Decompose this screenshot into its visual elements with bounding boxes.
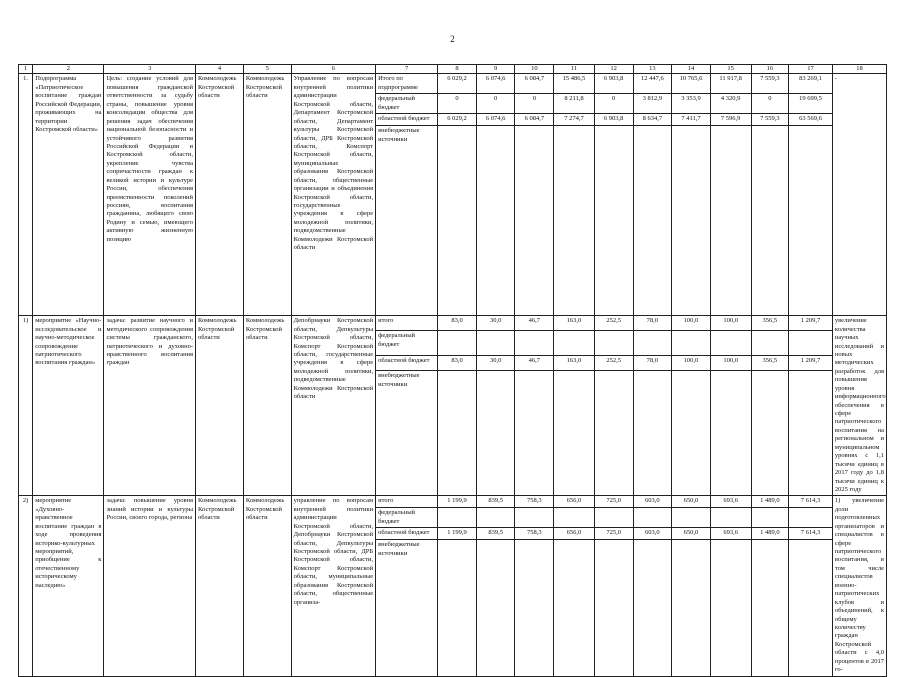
program-table <box>18 64 887 677</box>
column-number: 4 <box>196 65 244 74</box>
table-row <box>19 74 887 94</box>
funding-value: 46,7 <box>515 316 554 331</box>
co-executors: Управление по вопросам внутренней политики администрации Костромской области, Департамент Костромской области, Департамент культуры Костромской области, ДРБ Костромской области, Комспорт Костромской области, муниципальные образования Костромской области, общественные организации и объединения Костромской области, государственные учреждения в сфере молодежной политики, подведомственные Коммолодежи Костромской области <box>291 74 375 316</box>
funding-value: 100,0 <box>672 316 711 331</box>
funding-value <box>554 331 595 356</box>
funding-value <box>554 508 595 528</box>
funding-value: 63 569,6 <box>789 114 833 126</box>
funding-value: 839,5 <box>476 496 515 508</box>
column-number: 16 <box>751 65 789 74</box>
funding-value <box>476 371 515 496</box>
funding-value: 0 <box>476 94 515 114</box>
funding-value <box>594 371 633 496</box>
funding-value: 7 559,3 <box>751 74 789 94</box>
column-number: 11 <box>554 65 595 74</box>
funding-value: 6 084,7 <box>515 74 554 94</box>
funding-value <box>594 508 633 528</box>
funding-value <box>751 371 789 496</box>
funding-value: 356,5 <box>751 356 789 371</box>
funding-source: федеральный бюджет <box>376 94 438 114</box>
row-number: 1) <box>19 316 33 496</box>
funding-value <box>633 508 672 528</box>
column-number: 12 <box>594 65 633 74</box>
funding-value <box>789 508 833 528</box>
funding-value: 650,0 <box>672 528 711 540</box>
funding-value: 1 489,0 <box>751 528 789 540</box>
funding-value: 7 559,3 <box>751 114 789 126</box>
funding-value: 6 074,6 <box>476 114 515 126</box>
funding-value <box>710 371 751 496</box>
column-number: 8 <box>438 65 477 74</box>
expected-result: - <box>832 74 886 316</box>
responsible-executor: Коммолодежь Костромской области <box>196 74 244 316</box>
funding-source: областной бюджет <box>376 356 438 371</box>
funding-value <box>554 371 595 496</box>
funding-value <box>476 540 515 676</box>
funding-value: 6 903,8 <box>594 74 633 94</box>
funding-source: внебюджетные источники <box>376 126 438 316</box>
funding-value: 0 <box>438 94 477 114</box>
funding-value: 725,0 <box>594 496 633 508</box>
funding-value: 8 211,8 <box>554 94 595 114</box>
funding-value: 12 447,6 <box>633 74 672 94</box>
funding-value <box>476 508 515 528</box>
column-numbers-row <box>19 65 887 74</box>
funding-source: областной бюджет <box>376 114 438 126</box>
funding-value <box>554 540 595 676</box>
funding-value: 100,0 <box>710 356 751 371</box>
funding-value: 100,0 <box>710 316 751 331</box>
funding-source: итого <box>376 316 438 331</box>
column-number: 14 <box>672 65 711 74</box>
column-number: 10 <box>515 65 554 74</box>
funding-value: 4 320,9 <box>710 94 751 114</box>
funding-value <box>515 508 554 528</box>
funding-value <box>710 508 751 528</box>
funding-value: 839,5 <box>476 528 515 540</box>
funding-value: 163,0 <box>554 356 595 371</box>
funding-value <box>438 331 477 356</box>
funding-value: 1 209,7 <box>789 316 833 331</box>
funding-value <box>789 126 833 316</box>
column-number: 17 <box>789 65 833 74</box>
funding-value <box>672 126 711 316</box>
funding-value: 1 199,9 <box>438 496 477 508</box>
funding-value: 83 269,1 <box>789 74 833 94</box>
funding-value: 11 917,8 <box>710 74 751 94</box>
expected-result: увеличение количества научных исследований и новых методических разработок для повышения уровня информационного обеспечения в сфере патриотического воспитания на региональном и муниципальном уровнях с 1,1 тысячи единиц в 2017 году до 1,8 тысячи единиц к 2025 году <box>832 316 886 496</box>
funding-value: 0 <box>515 94 554 114</box>
funding-value: 758,3 <box>515 528 554 540</box>
funding-source: итого <box>376 496 438 508</box>
funding-value: 78,0 <box>633 356 672 371</box>
funding-value: 30,0 <box>476 316 515 331</box>
coordinator: Коммолодежь Костромской области <box>243 74 291 316</box>
funding-value <box>438 508 477 528</box>
funding-value: 7 614,3 <box>789 528 833 540</box>
funding-value: 100,0 <box>672 356 711 371</box>
funding-value: 0 <box>594 94 633 114</box>
funding-source: внебюджетные источники <box>376 371 438 496</box>
funding-value: 7 274,7 <box>554 114 595 126</box>
funding-source: внебюджетные источники <box>376 540 438 676</box>
funding-value: 356,5 <box>751 316 789 331</box>
column-number: 18 <box>832 65 886 74</box>
funding-source: федеральный бюджет <box>376 331 438 356</box>
column-number: 6 <box>291 65 375 74</box>
funding-value: 6 084,7 <box>515 114 554 126</box>
page-number: 2 <box>450 34 455 44</box>
co-executors: Депобрнауки Костромской области, Депкультуры Костромской области, Комспорт Костромской области, государственные учреждения в сфере молодежной политики, подведомственные Коммолодежи Костромской области <box>291 316 375 496</box>
table-row <box>19 496 887 508</box>
co-executors: управление по вопросам внутренней политики администрации Костромской области, Депобрнауки Костромской области, Депкультуры Костромской области, ДРБ Костромской области, Комспорт Костромской области, муниципальные образования Костромской области, общественные организа- <box>291 496 375 676</box>
funding-value: 650,0 <box>672 496 711 508</box>
funding-value: 656,0 <box>554 496 595 508</box>
funding-value: 693,6 <box>710 496 751 508</box>
funding-value: 603,0 <box>633 496 672 508</box>
funding-value <box>438 371 477 496</box>
funding-value: 3 353,9 <box>672 94 711 114</box>
funding-value <box>554 126 595 316</box>
funding-value <box>672 540 711 676</box>
table-row <box>19 316 887 331</box>
funding-value: 6 074,6 <box>476 74 515 94</box>
funding-value: 15 486,5 <box>554 74 595 94</box>
funding-value: 10 765,6 <box>672 74 711 94</box>
funding-value <box>710 540 751 676</box>
funding-value: 656,0 <box>554 528 595 540</box>
funding-value <box>672 331 711 356</box>
expected-result: 1) увеличение доли подготовленных организаторов и специалистов в сфере патриотического воспитания, в том числе специалистов военно-патриотических клубов и объединений, к общему количеству граждан Костромской области с 4,0 процентов в 2017 го- <box>832 496 886 676</box>
program-name: мероприятие «Духовно-нравственное воспитание граждан в ходе проведения историко-культурных мероприятий, приобщение к отечественному историческому наследию» <box>33 496 104 676</box>
funding-value <box>633 540 672 676</box>
funding-value: 1 199,9 <box>438 528 477 540</box>
funding-value <box>789 371 833 496</box>
funding-value: 1 209,7 <box>789 356 833 371</box>
funding-value: 252,5 <box>594 316 633 331</box>
column-number: 2 <box>33 65 104 74</box>
funding-value: 3 812,9 <box>633 94 672 114</box>
funding-value <box>751 540 789 676</box>
funding-value: 83,0 <box>438 316 477 331</box>
funding-value <box>515 540 554 676</box>
funding-value <box>751 508 789 528</box>
funding-value <box>594 540 633 676</box>
funding-value <box>789 540 833 676</box>
goal-text: задача: развитие научного и методического сопровождения системы гражданского, патриотического и духовно-нравственного воспитания граждан <box>104 316 196 496</box>
funding-value <box>710 126 751 316</box>
funding-value: 0 <box>751 94 789 114</box>
funding-value <box>515 371 554 496</box>
funding-value: 725,0 <box>594 528 633 540</box>
funding-value <box>789 331 833 356</box>
funding-value <box>438 540 477 676</box>
funding-value: 30,0 <box>476 356 515 371</box>
funding-value: 758,3 <box>515 496 554 508</box>
funding-value: 163,0 <box>554 316 595 331</box>
funding-value: 7 614,3 <box>789 496 833 508</box>
row-number: 1. <box>19 74 33 316</box>
column-number: 15 <box>710 65 751 74</box>
funding-value: 252,5 <box>594 356 633 371</box>
column-number: 13 <box>633 65 672 74</box>
funding-value <box>594 126 633 316</box>
funding-value <box>672 508 711 528</box>
funding-value: 603,0 <box>633 528 672 540</box>
funding-value <box>633 331 672 356</box>
funding-value <box>515 331 554 356</box>
coordinator: Коммолодежь Костромской области <box>243 316 291 496</box>
funding-source: федеральный бюджет <box>376 508 438 528</box>
funding-value: 6 029,2 <box>438 74 477 94</box>
program-name: мероприятие «Научно-исследовательское и научно-методическое сопровождение патриотического воспитания граждан» <box>33 316 104 496</box>
funding-value: 7 411,7 <box>672 114 711 126</box>
funding-value <box>476 126 515 316</box>
funding-value: 6 903,8 <box>594 114 633 126</box>
funding-value: 6 029,2 <box>438 114 477 126</box>
responsible-executor: Коммолодежь Костромской области <box>196 316 244 496</box>
funding-value: 46,7 <box>515 356 554 371</box>
funding-value <box>710 331 751 356</box>
goal-text: Цель: создание условий для повышения гражданской ответственности за судьбу страны, повышение уровня консолидации общества для решения задач обеспечения национальной безопасности и устойчивого развития Российской Федерации и Костромской области, укрепление чувства сопричастности граждан к великой истории и культуре России, обеспечения преемственности поколений россиян, воспитания гражданина, любящего свою Родину и семью, имеющего активную жизненную позицию <box>104 74 196 316</box>
coordinator: Коммолодежь Костромской области <box>243 496 291 676</box>
funding-value: 7 596,9 <box>710 114 751 126</box>
funding-value: 8 634,7 <box>633 114 672 126</box>
funding-value <box>751 331 789 356</box>
funding-source: Итого по подпрограмме <box>376 74 438 94</box>
funding-value <box>476 331 515 356</box>
responsible-executor: Коммолодежь Костромской области <box>196 496 244 676</box>
goal-text: задача: повышение уровня знаний истории и культуры России, своего города, региона <box>104 496 196 676</box>
program-name: Подпрограмма «Патриотическое воспитание граждан Российской Федерации, проживающих на территории Костромской области» <box>33 74 104 316</box>
funding-value <box>438 126 477 316</box>
column-number: 7 <box>376 65 438 74</box>
row-number: 2) <box>19 496 33 676</box>
funding-value <box>751 126 789 316</box>
column-number: 5 <box>243 65 291 74</box>
funding-value: 1 489,0 <box>751 496 789 508</box>
funding-value: 19 699,5 <box>789 94 833 114</box>
funding-value <box>672 371 711 496</box>
funding-value: 78,0 <box>633 316 672 331</box>
funding-value <box>594 331 633 356</box>
column-number: 9 <box>476 65 515 74</box>
funding-value <box>633 126 672 316</box>
funding-value: 693,6 <box>710 528 751 540</box>
column-number: 3 <box>104 65 196 74</box>
column-number: 1 <box>19 65 33 74</box>
funding-value: 83,0 <box>438 356 477 371</box>
funding-value <box>515 126 554 316</box>
funding-source: областной бюджет <box>376 528 438 540</box>
funding-value <box>633 371 672 496</box>
